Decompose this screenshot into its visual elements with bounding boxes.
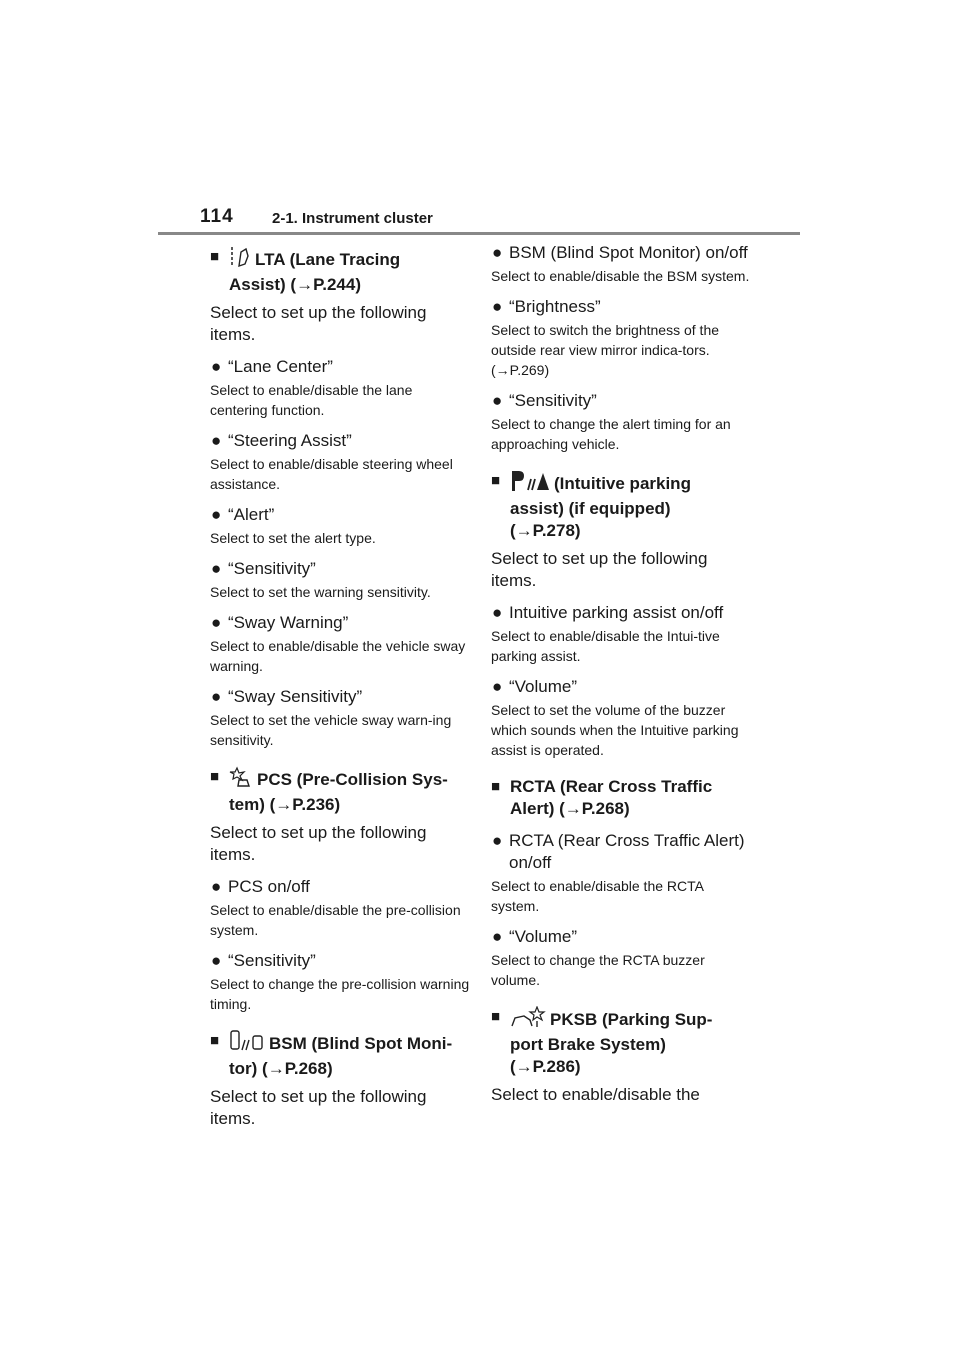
- item-description: Select to set the vehicle sway warn-ing sensitivity.: [210, 712, 452, 748]
- right-column: [491, 243, 751, 1112]
- page-ref-link[interactable]: P.286): [532, 1057, 581, 1076]
- list-item: ● “Sensitivity”: [492, 391, 597, 410]
- list-item: ● PCS on/off: [211, 877, 310, 896]
- left-column: [210, 246, 470, 1136]
- list-item: ● “Volume”: [492, 677, 578, 696]
- section-lead: Select to set up the following items.: [210, 823, 427, 864]
- section-bullet: ■: [491, 472, 501, 489]
- bullet-icon: ●: [211, 687, 222, 706]
- section-bullet: ■: [210, 1032, 220, 1049]
- list-item: ● “Volume”: [492, 927, 578, 946]
- bullet-icon: ●: [492, 831, 503, 850]
- list-item: ● “Alert”: [211, 505, 275, 524]
- item-description: Select to enable/disable the RCTA system.: [491, 878, 704, 914]
- arrow-icon: →: [296, 275, 314, 294]
- section-heading-rcta: ■ RCTA (Rear Cross Traffic Alert) (→P.268): [491, 777, 713, 818]
- bullet-icon: ●: [492, 677, 503, 696]
- section-bullet: ■: [491, 1008, 501, 1025]
- item-description: Select to set the alert type.: [210, 530, 376, 546]
- page-ref-link[interactable]: P.244): [313, 275, 361, 294]
- arrow-icon: →: [275, 795, 293, 814]
- item-description: Select to switch the brightness of the outside rear view mirror indica-tors. (→P.269): [491, 322, 720, 378]
- pre-collision-icon: [229, 766, 253, 794]
- parking-brake-icon: [510, 1006, 546, 1034]
- bullet-icon: ●: [211, 951, 222, 970]
- bullet-icon: ●: [211, 505, 222, 524]
- item-description: Select to enable/disable the vehicle sway warning.: [210, 638, 466, 674]
- page-ref-link[interactable]: P.278): [532, 521, 581, 540]
- section-heading-lta: ■ LTA (Lane Tracing Assist) (→P.244): [210, 248, 401, 294]
- bullet-icon: ●: [492, 297, 503, 316]
- item-description: Select to enable/disable the lane centering function.: [210, 382, 413, 418]
- bullet-icon: ●: [211, 559, 222, 578]
- arrow-icon: →: [515, 1057, 533, 1076]
- list-item: ● BSM (Blind Spot Monitor) on/off: [492, 243, 748, 262]
- item-description: Select to enable/disable the Intui-tive parking assist.: [491, 628, 720, 664]
- section-bullet: ■: [491, 778, 501, 795]
- section-bullet: ■: [210, 248, 220, 265]
- arrow-icon: →: [515, 521, 533, 540]
- section-heading-pcs: ■ PCS (Pre-Collision Sys- tem) (→P.236): [210, 768, 448, 814]
- section-heading-bsm: ■ BSM (Blind Spot Moni- tor) (→P.268): [210, 1032, 453, 1078]
- section-lead: Select to set up the following items.: [210, 1087, 427, 1128]
- bullet-icon: ●: [492, 927, 503, 946]
- list-item: ● “Lane Center”: [211, 357, 333, 376]
- list-item: ● “Brightness”: [492, 297, 601, 316]
- chapter-title: 2-1. Instrument cluster: [272, 210, 433, 227]
- list-item: ● “Steering Assist”: [211, 431, 352, 450]
- arrow-icon: →: [564, 799, 582, 818]
- page-number: 114: [200, 206, 234, 227]
- bullet-icon: ●: [492, 603, 503, 622]
- lane-tracing-icon: [229, 246, 251, 274]
- page-ref-link[interactable]: P.268): [581, 799, 630, 818]
- section-lead: Select to set up the following items.: [210, 303, 427, 344]
- bullet-icon: ●: [211, 431, 222, 450]
- list-item: ● “Sway Sensitivity”: [211, 687, 363, 706]
- section-lead: Select to set up the following items.: [491, 549, 708, 590]
- bullet-icon: ●: [211, 357, 222, 376]
- item-description: Select to change the alert timing for an approaching vehicle.: [491, 416, 731, 452]
- bullet-icon: ●: [211, 877, 222, 896]
- list-item: ● “Sensitivity”: [211, 951, 316, 970]
- list-item: ● “Sway Warning”: [211, 613, 349, 632]
- page-ref-link[interactable]: P.268): [284, 1059, 333, 1078]
- page-ref-link[interactable]: P.236): [292, 795, 341, 814]
- arrow-icon: →: [267, 1059, 285, 1078]
- section-heading-pksb: ■ PKSB (Parking Sup- port Brake System) (→P.286): [491, 1008, 713, 1076]
- bullet-icon: ●: [492, 243, 503, 262]
- blind-spot-monitor-icon: [229, 1030, 265, 1058]
- section-lead: Select to enable/disable the: [491, 1085, 700, 1104]
- item-description: Select to enable/disable the pre-collision system.: [210, 902, 461, 938]
- item-description: Select to change the RCTA buzzer volume.: [491, 952, 705, 988]
- bullet-icon: ●: [211, 613, 222, 632]
- section-heading-ipa: ■ (Intuitive parking assist) (if equipped) (→P.278): [491, 472, 691, 540]
- item-description: Select to enable/disable the BSM system.: [491, 268, 750, 284]
- header-rule: [158, 232, 800, 235]
- parking-assist-icon: [510, 470, 550, 498]
- item-description: Select to change the pre-collision warning timing.: [210, 976, 470, 1012]
- section-bullet: ■: [210, 768, 220, 785]
- bullet-icon: ●: [492, 391, 503, 410]
- list-item: ● RCTA (Rear Cross Traffic Alert) on/off: [492, 831, 745, 872]
- list-item: ● “Sensitivity”: [211, 559, 316, 578]
- list-item: ● Intuitive parking assist on/off: [492, 603, 724, 622]
- item-description: Select to enable/disable steering wheel assistance.: [210, 456, 453, 492]
- item-description: Select to set the volume of the buzzer which sounds when the Intuitive parking assist is operated.: [491, 702, 739, 758]
- item-description: Select to set the warning sensitivity.: [210, 584, 431, 600]
